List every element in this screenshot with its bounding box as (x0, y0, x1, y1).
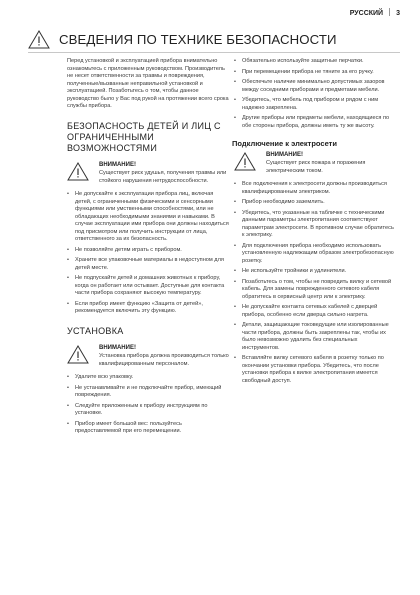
list-item: • Обеспечьте наличие минимально допустимых зазоров между соседними приборами и предметами мебели. (234, 79, 396, 94)
installation-list (67, 374, 229, 436)
list-item: • Детали, защищающие токоведущие или изолированные части прибора, должны быть закреплены так, чтобы их было невозможно удалить без специальных инструментов. (234, 322, 396, 352)
intro-text: Перед установкой и эксплуатацией прибора внимательно ознакомьтесь с приложенным руководством. Производитель не несет ответственности за травмы и повреждения, полученные/вызванные неправильной установкой и эксплуатацией. Позаботьтесь о том, чтобы данное руководство было у Вас под рукой на протяжении всего срока службы прибора. (67, 58, 229, 109)
warning-triangle-icon (67, 162, 89, 181)
list-item: • Не подпускайте детей и домашних животных к прибору, когда он работает или остывает. Доступные для контакта части прибора сохраняют высокую температуру. (67, 275, 229, 298)
right-column (234, 58, 396, 388)
page-title: СВЕДЕНИЯ ПО ТЕХНИКЕ БЕЗОПАСНОСТИ (59, 32, 337, 47)
list-item: • Для подключения прибора необходимо использовать установленную надлежащим образом электробезопасную розетку. (234, 243, 396, 266)
page-number: 3 (396, 10, 400, 17)
list-item: • Не позволяйте детям играть с прибором. (67, 247, 229, 255)
page-header (350, 8, 400, 17)
installation-list-continued (234, 58, 396, 130)
warning-text: Существует риск пожара и поражения электрическим током. (266, 160, 366, 174)
electrical-list (234, 181, 396, 385)
warning-triangle-icon (28, 30, 50, 49)
list-item: • Если прибор имеет функцию «Защита от детей», рекомендуется включить эту функцию. (67, 301, 229, 316)
list-item: • Прибор необходимо заземлить. (234, 199, 396, 207)
electrical-warning (234, 152, 396, 176)
list-item: • Не допускайте к эксплуатации прибора лиц, включая детей, с ограниченными физическими и сенсорными функциями или умственными способностями, или не обладающих необходимыми знаниями и навыками. В случае эксплуатации ими прибора они должны находиться под присмотром или получить инструкции от лица, ответственного за их безопасность. (67, 191, 229, 244)
list-item: • Храните все упаковочные материалы в недоступном для детей месте. (67, 257, 229, 272)
title-row (28, 30, 400, 53)
warning-triangle-icon (67, 345, 89, 364)
warning-title: ВНИМАНИЕ! (99, 161, 136, 168)
list-item: • Вставляйте вилку сетевого кабеля в розетку только по окончании установки прибора. Убедитесь, что после установки прибора к вилке электропитания имеется свободный доступ. (234, 355, 396, 385)
warning-text: Существует риск удушья, получения травмы или стойкого нарушения нетрудоспособности. (99, 170, 227, 184)
list-item: • Убедитесь, что указанные на табличке с техническими данными параметры электропитания соответствуют параметрам электросети. В противном случае обратитесь к электрику. (234, 210, 396, 240)
list-item: • Удалите всю упаковку. (67, 374, 229, 382)
warning-title: ВНИМАНИЕ! (99, 344, 136, 351)
list-item: • Другие приборы или предметы мебели, находящиеся по обе стороны прибора, должны иметь ту же высоту. (234, 115, 396, 130)
header-section: РУССКИЙ (349, 10, 384, 17)
children-safety-list (67, 191, 229, 316)
list-item: • Не допускайте контакта сетевых кабелей с дверцей прибора, особенно если дверца сильно нагрета. (234, 304, 396, 319)
list-item: • Прибор имеет большой вес: пользуйтесь предоставляемой при его перемещении. (67, 421, 229, 436)
list-item: • Убедитесь, что мебель под прибором и рядом с ним надежно закреплена. (234, 97, 396, 112)
list-item: • Следуйте приложенным к прибору инструкциям по установке. (67, 403, 229, 418)
installation-warning (67, 345, 229, 369)
list-item: • При перемещении прибора не тяните за его ручку. (234, 69, 396, 77)
warning-text: Установка прибора должна производиться только квалифицированным персоналом. (99, 353, 229, 367)
list-item: • Не используйте тройники и удлинители. (234, 268, 396, 276)
children-warning (67, 162, 229, 186)
installation-heading: УСТАНОВКА (67, 325, 124, 336)
left-column (67, 58, 229, 439)
warning-title: ВНИМАНИЕ! (266, 151, 303, 158)
children-safety-heading: БЕЗОПАСНОСТЬ ДЕТЕЙ И ЛИЦ С ОГРАНИЧЕННЫМИ ВОЗМОЖНОСТЯМИ (67, 120, 221, 153)
list-item: • Обязательно используйте защитные перчатки. (234, 58, 396, 66)
list-item: • Все подключения к электросети должны производиться квалифицированным электриком. (234, 181, 396, 196)
list-item: • Не устанавливайте и не подключайте прибор, имеющий повреждения. (67, 385, 229, 400)
warning-triangle-icon (234, 152, 256, 171)
list-item: • Позаботьтесь о том, чтобы не повредить вилку и сетевой кабель. Для замены поврежденного сетевого кабеля обратитесь в сервисный центр или к электрику. (234, 279, 396, 302)
header-separator (389, 8, 390, 16)
electrical-heading: Подключение к электросети (232, 139, 337, 148)
